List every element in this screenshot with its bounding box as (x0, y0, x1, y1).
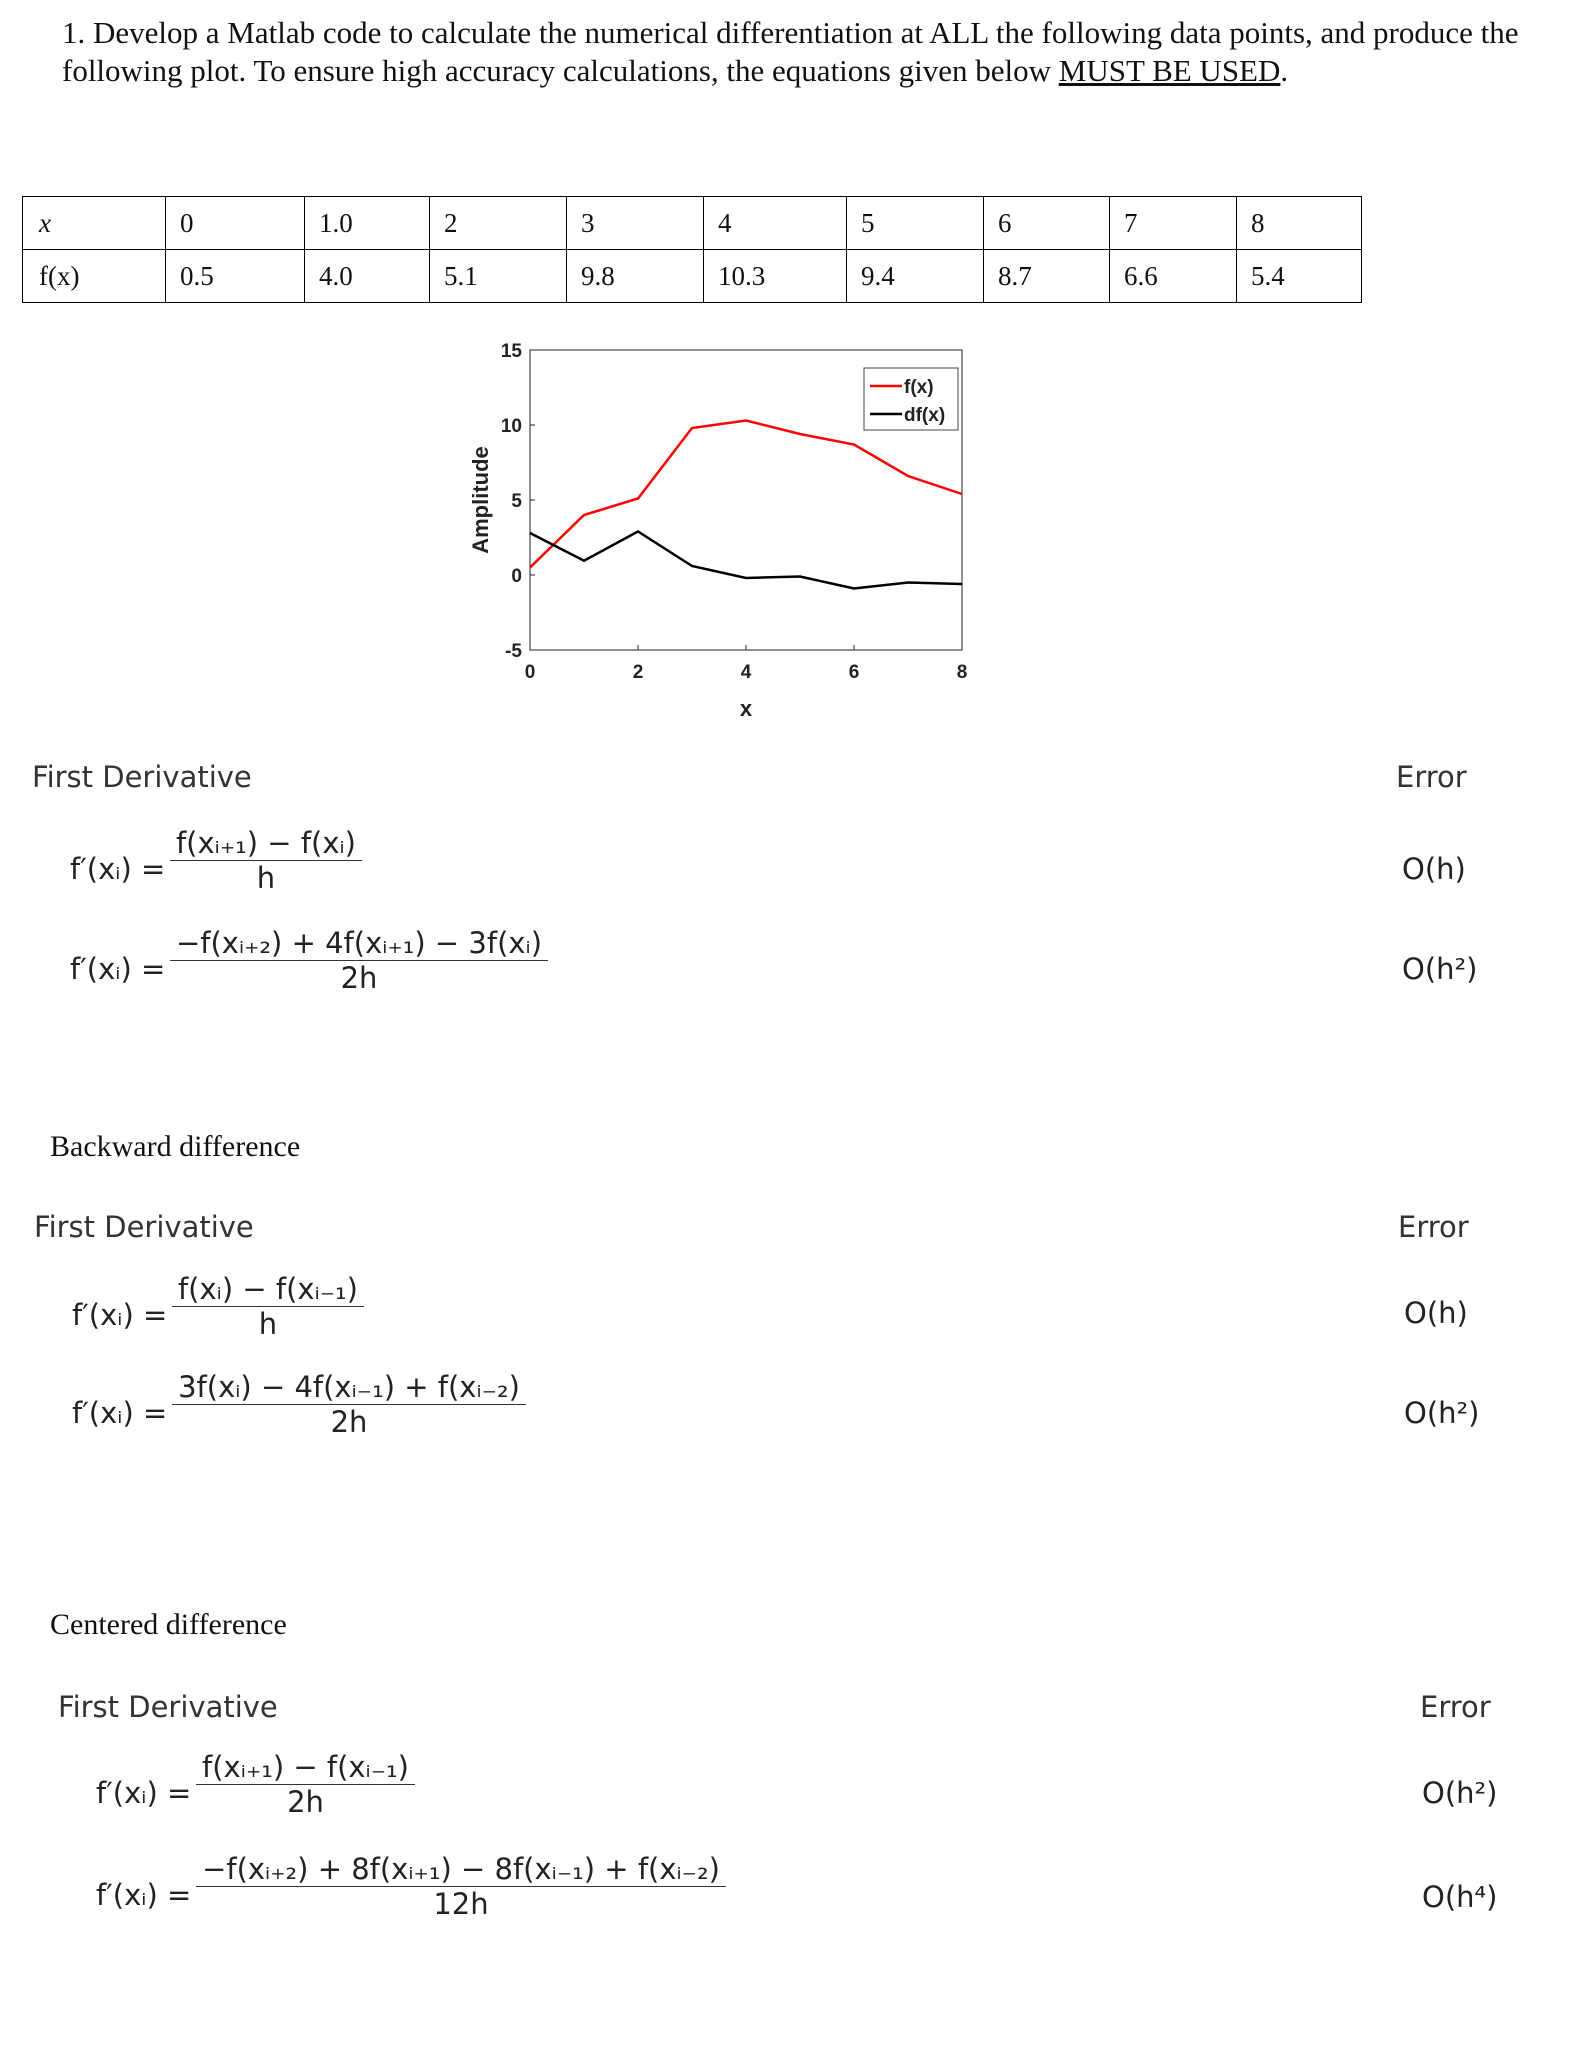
centered-error-2: O(h⁴) (1422, 1880, 1498, 1914)
table-cell: 1.0 (305, 197, 430, 250)
table-cell: 3 (567, 197, 704, 250)
equation-fraction (196, 1750, 415, 1819)
table-cell: 6.6 (1110, 250, 1237, 303)
centered-error-1: O(h²) (1422, 1776, 1498, 1810)
table-cell: 9.8 (567, 250, 704, 303)
x-tick-label: 6 (848, 662, 860, 683)
equation-numerator: −f(xᵢ₊₂) + 4f(xᵢ₊₁) − 3f(xᵢ) (175, 926, 543, 960)
centered-section-title: Centered difference (50, 1608, 287, 1641)
line-chart (440, 330, 1000, 720)
equation-fraction (172, 1272, 364, 1341)
x-tick-label: 8 (956, 662, 968, 683)
equation-lhs: f′(xᵢ) = (70, 852, 166, 886)
table-cell: 4 (704, 197, 847, 250)
backward-section-title: Backward difference (50, 1130, 301, 1163)
table-cell: 5 (847, 197, 984, 250)
question-suffix: . (1280, 53, 1289, 88)
x-tick-label: 4 (740, 662, 752, 683)
table-cell: 5.4 (1237, 250, 1362, 303)
equation-denominator: 12h (433, 1887, 489, 1921)
legend-label: df(x) (904, 405, 946, 426)
y-tick-label: -5 (505, 641, 522, 662)
equation-denominator: 2h (330, 1405, 368, 1439)
table-cell: 0.5 (166, 250, 305, 303)
centered-heading: First Derivative (58, 1690, 278, 1724)
question-prefix: 1. Develop a Matlab code to calculate the numerical differentiation at ALL the following data points, and produce the following plot. To ensure high accuracy calculations, the equations given below (62, 15, 1519, 88)
data-table (22, 196, 1362, 303)
y-tick-label: 0 (511, 566, 522, 587)
x-row (23, 197, 1362, 250)
backward-error-1: O(h) (1404, 1296, 1468, 1330)
equation-denominator: h (256, 861, 276, 895)
question-emphasis: MUST BE USED (1058, 53, 1281, 88)
forward-error-2: O(h²) (1402, 952, 1478, 986)
backward-error-heading: Error (1398, 1210, 1469, 1244)
table-cell: 0 (166, 197, 305, 250)
table-cell: 8.7 (984, 250, 1110, 303)
equation-lhs: f′(xᵢ) = (96, 1878, 192, 1912)
equation-lhs: f′(xᵢ) = (72, 1298, 168, 1332)
forward-error-1: O(h) (1402, 852, 1466, 886)
y-tick-label: 5 (511, 491, 522, 512)
table-cell: 5.1 (430, 250, 567, 303)
equation-numerator: 3f(xᵢ) − 4f(xᵢ₋₁) + f(xᵢ₋₂) (178, 1370, 520, 1404)
equation-numerator: f(xᵢ₊₁) − f(xᵢ) (175, 826, 357, 860)
equation-lhs: f′(xᵢ) = (72, 1396, 168, 1430)
fx-row (23, 250, 1362, 303)
equation-lhs: f′(xᵢ) = (96, 1776, 192, 1810)
equation-fraction (170, 926, 548, 995)
equation-fraction (170, 826, 362, 895)
table-cell: 6 (984, 197, 1110, 250)
fx-row-label: f(x) (23, 250, 166, 303)
x-tick-label: 0 (524, 662, 536, 683)
backward-heading: First Derivative (34, 1210, 254, 1244)
question-text (62, 14, 1542, 90)
equation-lhs: f′(xᵢ) = (70, 952, 166, 986)
y-tick-label: 10 (500, 416, 522, 437)
table-cell: 10.3 (704, 250, 847, 303)
centered-error-heading: Error (1420, 1690, 1491, 1724)
table-cell: 4.0 (305, 250, 430, 303)
x-tick-label: 2 (632, 662, 644, 683)
equation-denominator: 2h (340, 961, 378, 995)
y-axis-label: Amplitude (468, 446, 493, 554)
forward-error-heading: Error (1396, 760, 1467, 794)
table-cell: 8 (1237, 197, 1362, 250)
forward-heading: First Derivative (32, 760, 252, 794)
x-axis-label: x (739, 696, 753, 720)
backward-error-2: O(h²) (1404, 1396, 1480, 1430)
equation-denominator: 2h (287, 1785, 324, 1819)
table-cell: 2 (430, 197, 567, 250)
x-row-label: x (23, 197, 166, 250)
equation-denominator: h (258, 1307, 278, 1341)
y-tick-label: 15 (500, 341, 522, 362)
equation-fraction (172, 1370, 526, 1439)
equation-numerator: −f(xᵢ₊₂) + 8f(xᵢ₊₁) − 8f(xᵢ₋₁) + f(xᵢ₋₂) (202, 1852, 720, 1886)
equation-numerator: f(xᵢ₊₁) − f(xᵢ₋₁) (202, 1750, 409, 1784)
legend-label: f(x) (904, 377, 934, 398)
table-cell: 7 (1110, 197, 1237, 250)
table-cell: 9.4 (847, 250, 984, 303)
equation-fraction (196, 1852, 726, 1921)
equation-numerator: f(xᵢ) − f(xᵢ₋₁) (177, 1272, 359, 1306)
